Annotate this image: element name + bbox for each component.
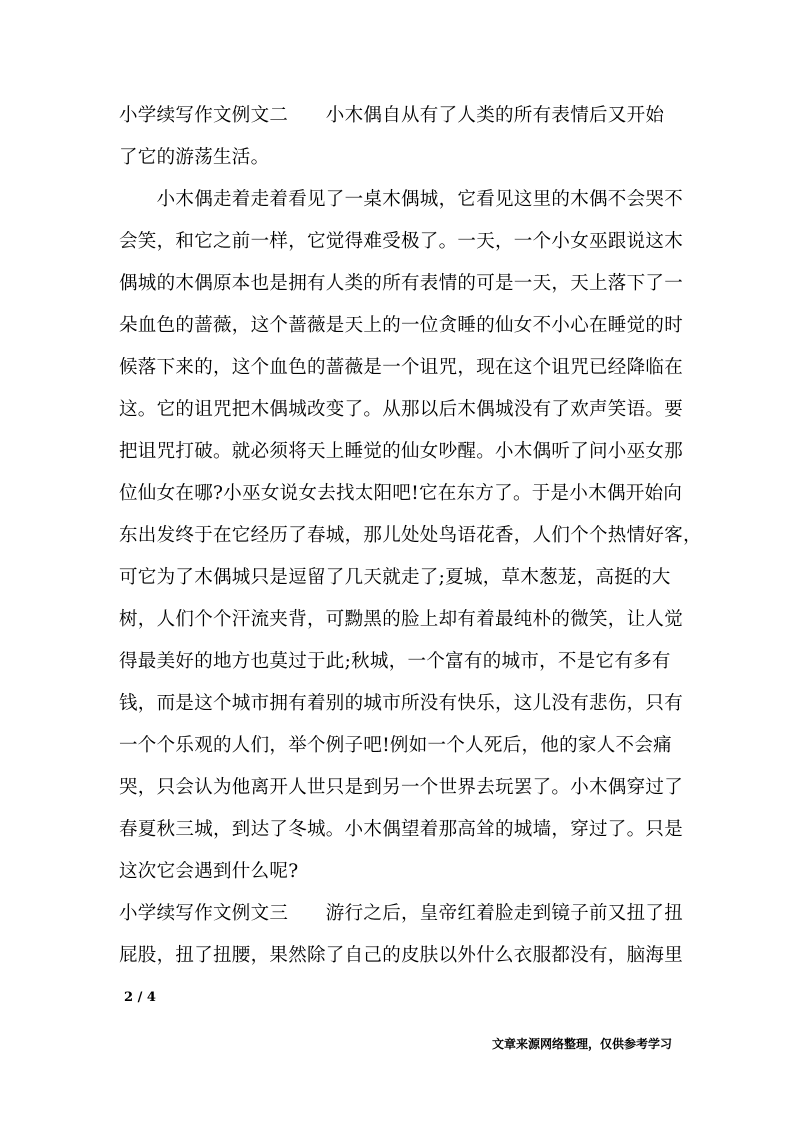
text-line: 屁股，扭了扭腰，果然除了自己的皮肤以外什么衣服都没有，脑海里 — [119, 945, 684, 966]
text-line: 候落下来的，这个血色的蔷薇是一个诅咒，现在这个诅咒已经降临在 — [119, 357, 684, 378]
text-line: 树，人们个个汗流夹背，可黝黑的脸上却有着最纯朴的微笑，让人觉 — [119, 609, 684, 630]
text-line: 钱，而是这个城市拥有着别的城市所没有快乐，这儿没有悲伤，只有 — [119, 693, 684, 714]
text-line: 偶城的木偶原本也是拥有人类的所有表情的可是一天，天上落下了一 — [119, 273, 684, 294]
text-line: 位仙女在哪?小巫女说女去找太阳吧!它在东方了。于是小木偶开始向 — [119, 483, 683, 504]
text-line: 了它的游荡生活。 — [119, 147, 270, 168]
text-line: 一个个乐观的人们，举个例子吧!例如一个人死后，他的家人不会痛 — [119, 735, 672, 756]
text-line: 哭，只会认为他离开人世只是到另一个世界去玩罢了。小木偶穿过了 — [119, 777, 684, 798]
text-line: 这。它的诅咒把木偶城改变了。从那以后木偶城没有了欢声笑语。要 — [119, 399, 684, 420]
text-line: 这次它会遇到什么呢? — [119, 861, 299, 882]
text-line: 朵血色的蔷薇，这个蔷薇是天上的一位贪睡的仙女不小心在睡觉的时 — [119, 315, 684, 336]
text-line: 得最美好的地方也莫过于此;秋城，一个富有的城市，不是它有多有 — [119, 651, 671, 672]
page-number: 2 / 4 — [124, 990, 156, 1005]
text-line: 可它为了木偶城只是逗留了几天就走了;夏城，草木葱茏，高挺的大 — [119, 567, 671, 588]
footer-note: 文章来源网络整理，仅供参考学习 — [492, 1037, 673, 1051]
text-line: 会笑，和它之前一样，它觉得难受极了。一天，一个小女巫跟说这木 — [119, 231, 684, 252]
text-line: 春夏秋三城，到达了冬城。小木偶望着那高耸的城墙，穿过了。只是 — [119, 819, 684, 840]
text-line: 东出发终于在它经历了春城，那儿处处鸟语花香，人们个个热情好客， — [119, 525, 702, 546]
text-line: 小学续写作文例文三 游行之后，皇帝红着脸走到镜子前又扭了扭 — [119, 903, 684, 924]
text-line: 把诅咒打破。就必须将天上睡觉的仙女吵醒。小木偶听了问小巫女那 — [119, 441, 684, 462]
text-line: 小学续写作文例文二 小木偶自从有了人类的所有表情后又开始 — [119, 105, 665, 126]
text-line: 小木偶走着走着看见了一桌木偶城，它看见这里的木偶不会哭不 — [119, 189, 684, 210]
